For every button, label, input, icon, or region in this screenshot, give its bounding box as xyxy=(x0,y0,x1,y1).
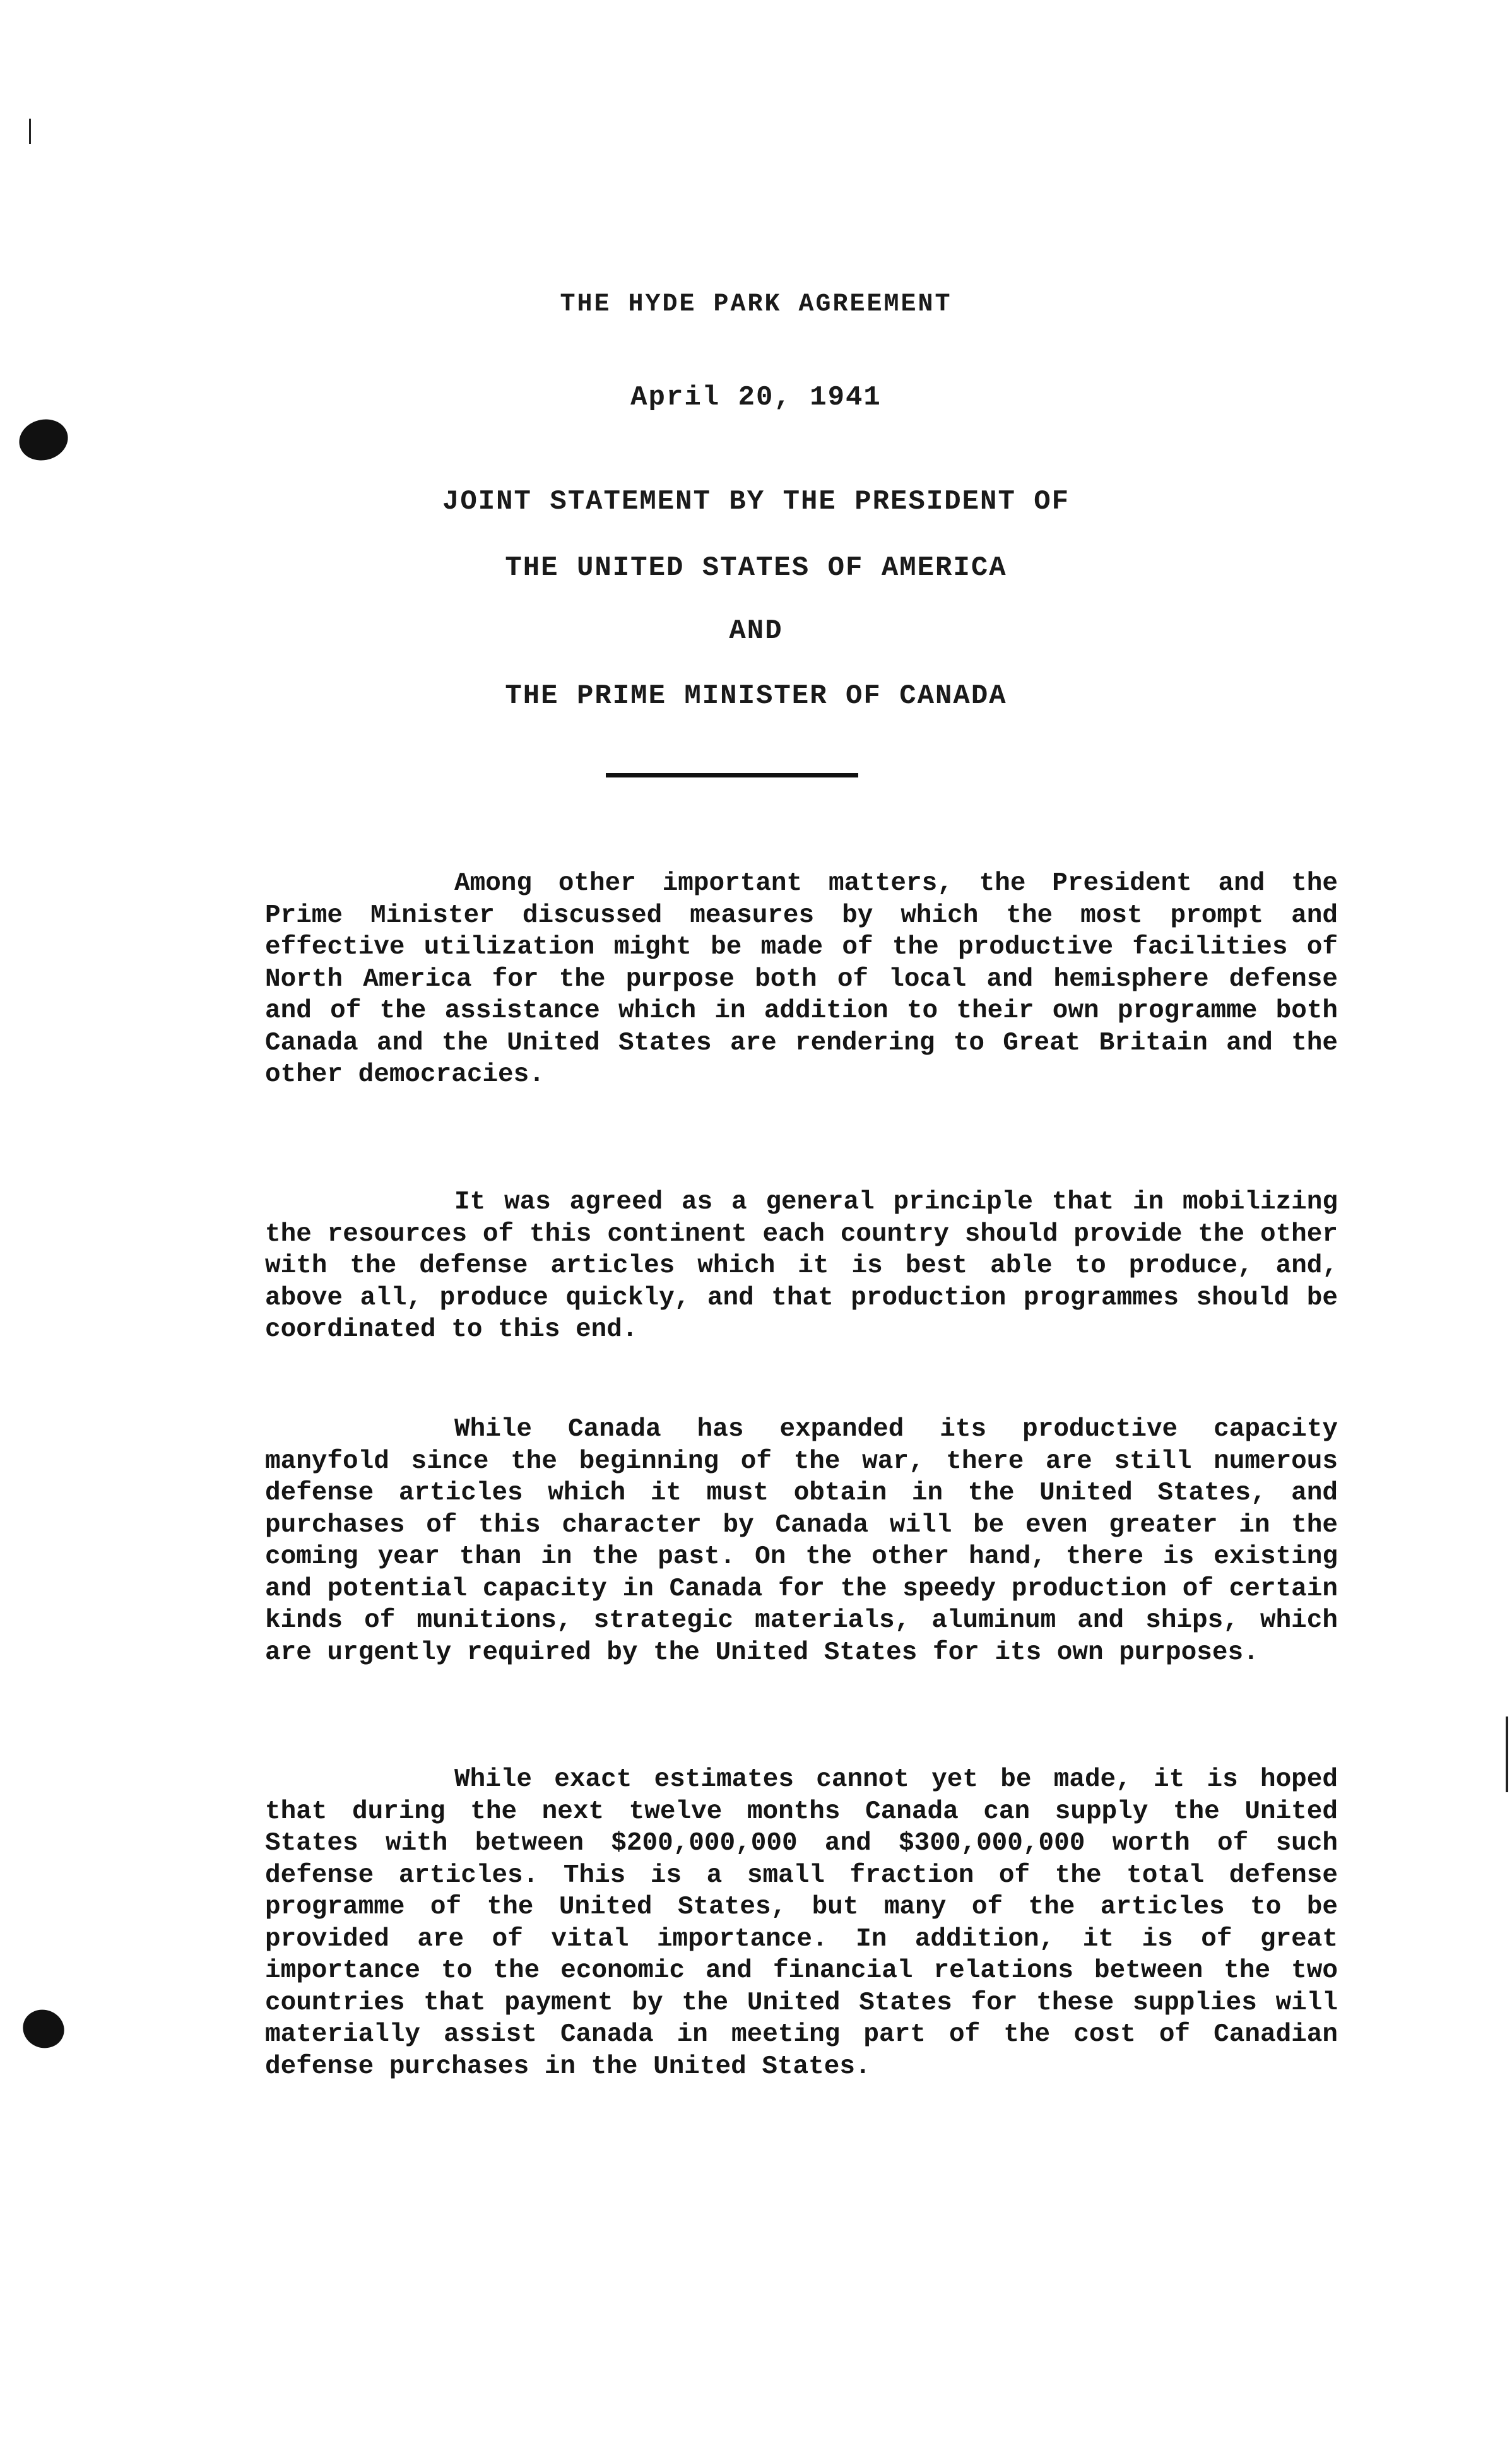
heading-line: THE UNITED STATES OF AMERICA xyxy=(505,552,1007,584)
edge-mark xyxy=(29,119,31,144)
punch-hole xyxy=(18,2004,70,2054)
separator-rule xyxy=(606,773,858,777)
paragraph: It was agreed as a general principle that in mobilizing the resources of this continent each country should provide the other with the defense articles which it is best able to produce, and, above all, produce quickly, and that production programmes should be coordinated to this end. xyxy=(265,1188,1338,1344)
paragraph: While exact estimates cannot yet be made, it is hoped that during the next twelve months Canada can supply the United States with between $200,000,000 and $300,000,000 worth of such defense articles. This is a small fraction of the total defense programme of the United States, but many of the articles to be provided are of vital importance. In addition, it is of great importance to the economic and financial relations between the two countries that payment by the United States for these supplies will materially assist Canada in meeting part of the cost of Canadian defense purchases in the United States. xyxy=(265,1765,1338,2081)
punch-hole xyxy=(15,414,73,466)
document-title: THE HYDE PARK AGREEMENT xyxy=(560,290,952,319)
paragraph: Among other important matters, the President and the Prime Minister discussed measures by which the most prompt and effective utilization might be made of the productive facilities of North America for the purpose both of local and hemisphere defense and of the assistance which in addition to their own programme both Canada and the United States are rendering to Great Britain and the other democracies. xyxy=(265,869,1338,1089)
heading-line: AND xyxy=(729,615,783,647)
heading-line: THE PRIME MINISTER OF CANADA xyxy=(505,680,1007,712)
heading-line: JOINT STATEMENT BY THE PRESIDENT OF xyxy=(442,486,1070,517)
edge-mark xyxy=(1506,1716,1508,1792)
document-date: April 20, 1941 xyxy=(630,382,882,413)
paragraph: While Canada has expanded its productive capacity manyfold since the beginning of the war, there are still numerous defense articles which it must obtain in the United States, and purchases of this character by Canada will be even greater in the coming year than in the past. On the other hand, there is existing and potential capacity in Canada for the speedy production of certain kinds of munitions, strategic materials, aluminum and ships, which are urgently required by the United States for its own purposes. xyxy=(265,1415,1338,1667)
